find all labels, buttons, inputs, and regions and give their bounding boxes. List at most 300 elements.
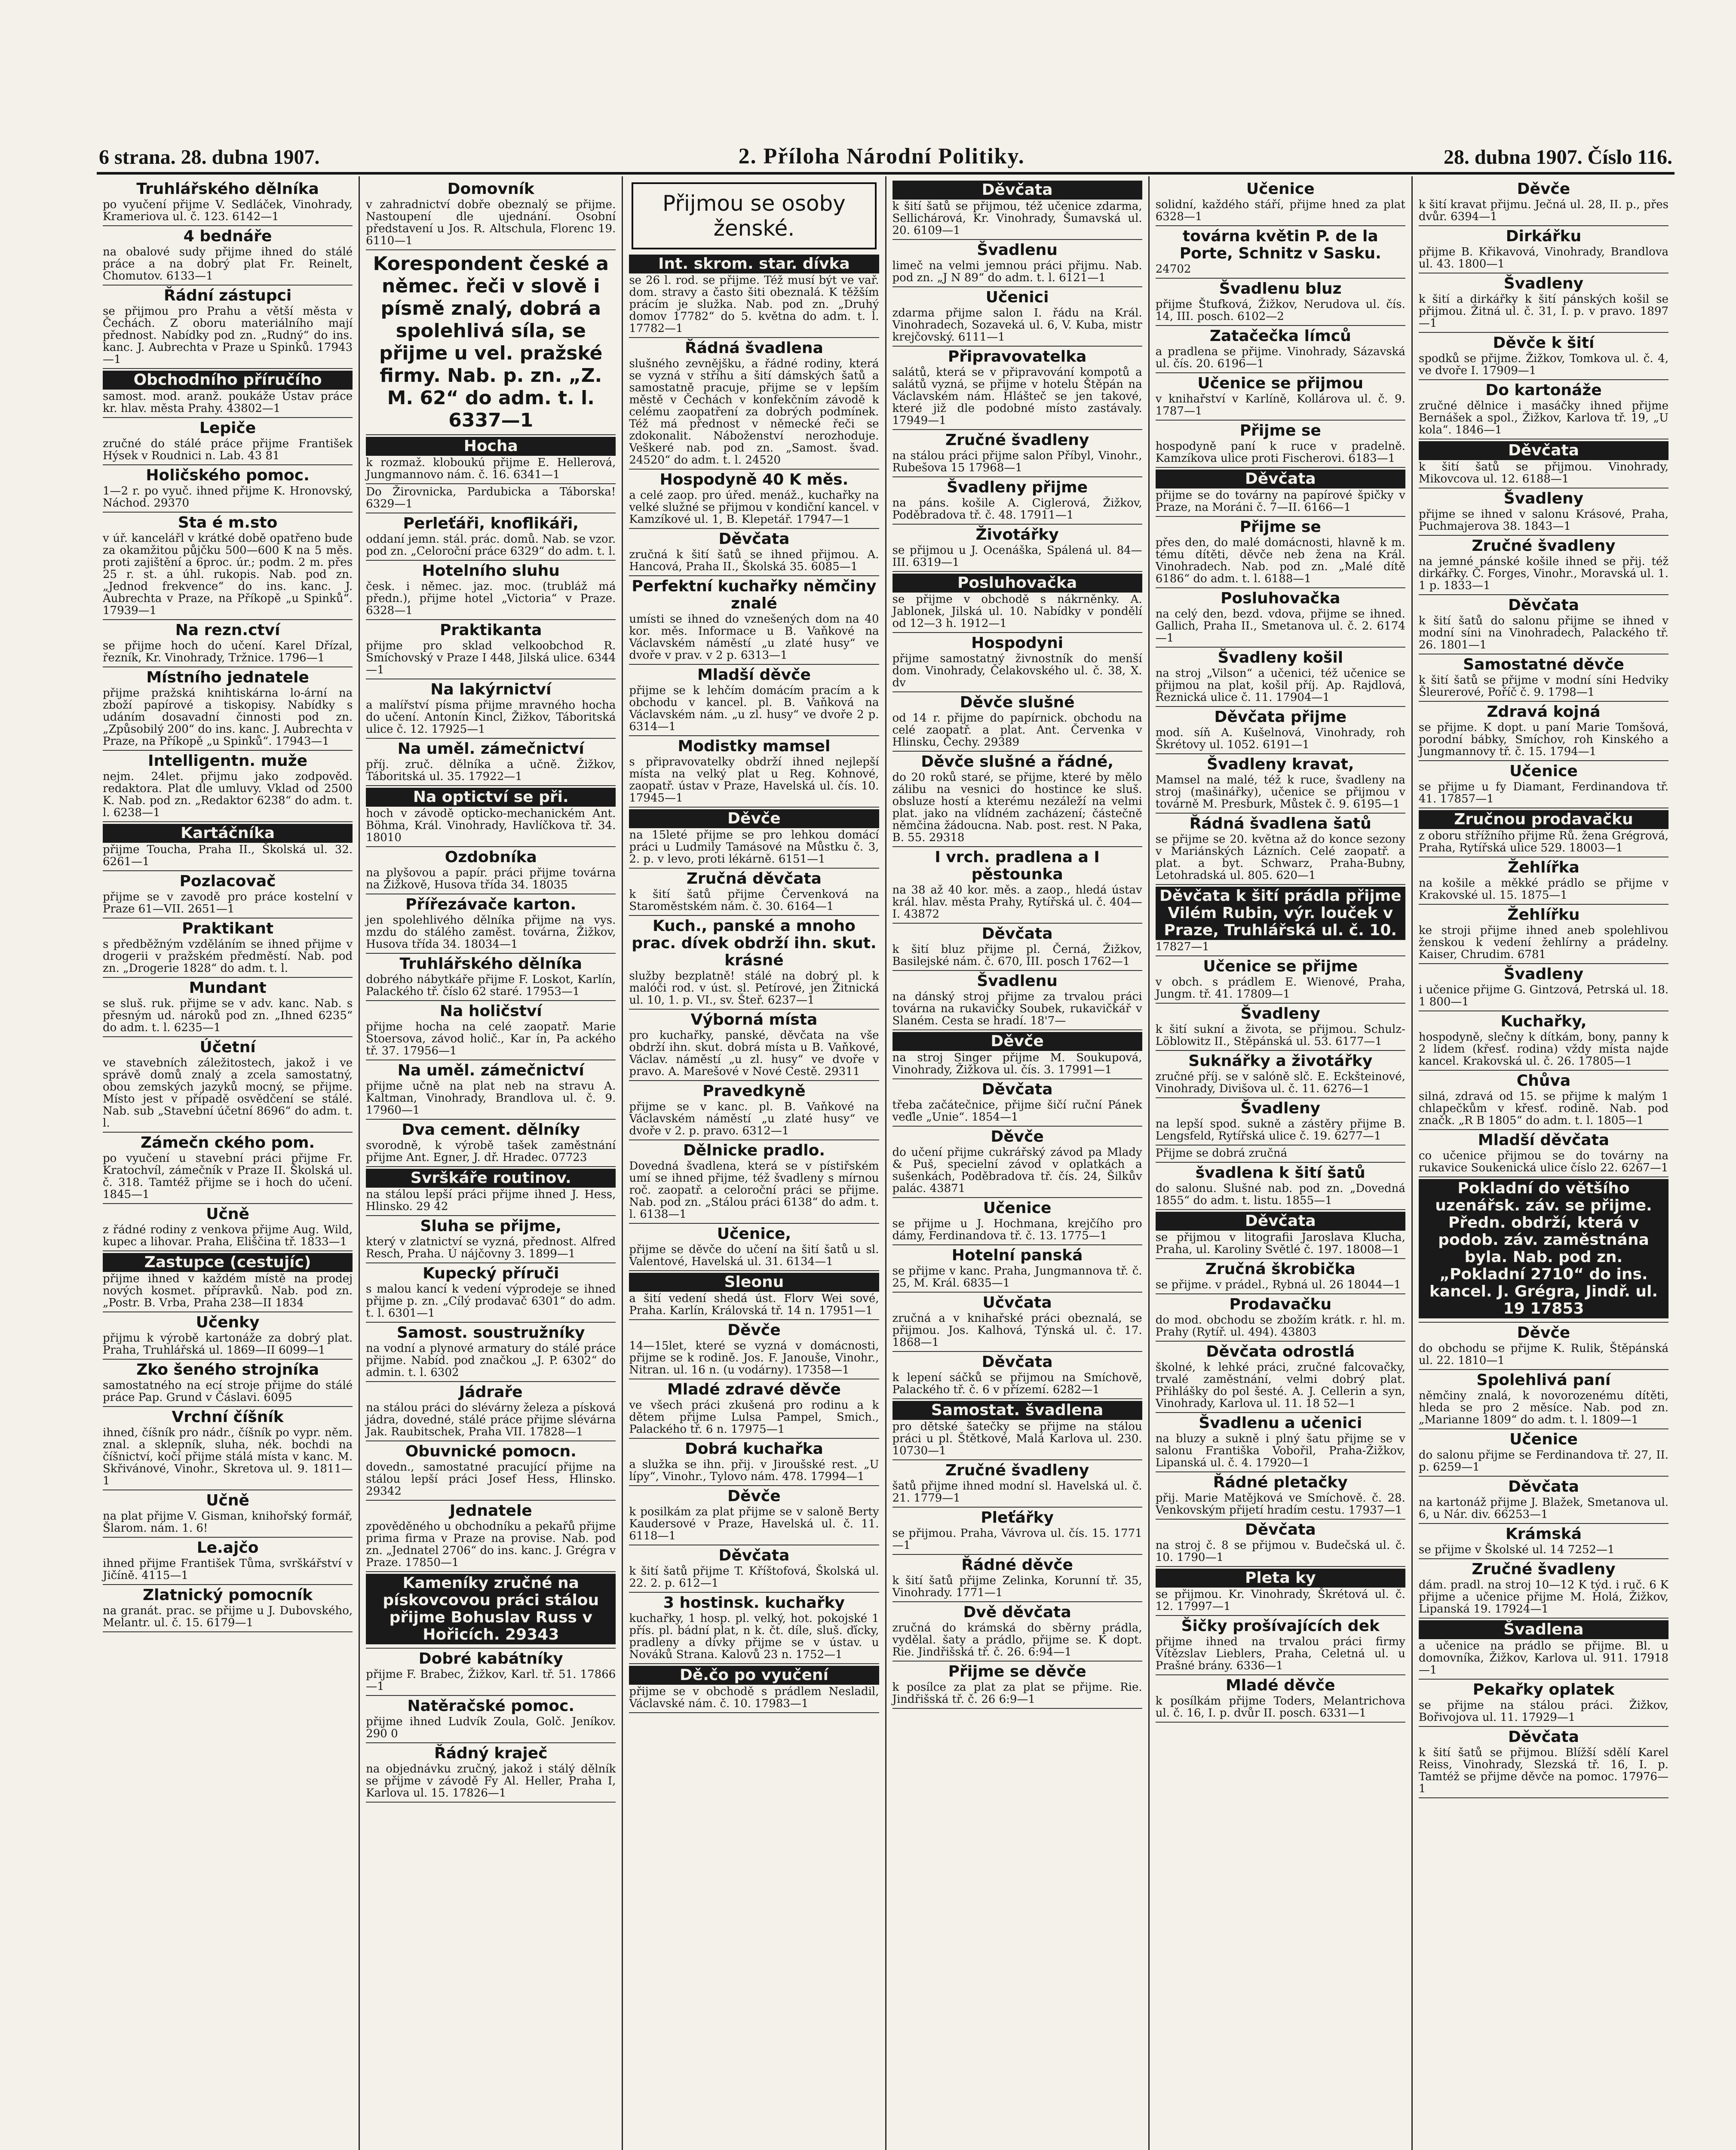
ad-body: přijme se v kanc. pl. B. Vaňkové na Václavském náměstí „u zlaté husy“ ve dvoře v 2. p. pravo. 6312—1: [629, 1100, 879, 1137]
classified-ad: [1156, 1472, 1405, 1520]
ad-body: přijme ihned na trvalou práci firmy Vítězslav Lieblers, Praha, Celetná ul. u Prašné brány. 6336—1: [1155, 1635, 1405, 1672]
classified-ad: [103, 751, 353, 822]
ad-heading: Učenice,: [717, 1225, 791, 1243]
classified-ad: [629, 470, 879, 529]
ad-heading: Učenice se přijmou: [1197, 375, 1364, 392]
ad-heading: Holičského pomoc.: [146, 467, 310, 484]
ad-body: třeba začátečnice, přijme šičí ruční Pánek veďle „Unie“. 1854—1: [892, 1099, 1142, 1124]
ad-body: přijme hocha na celé zaopatř. Marie Stoersova, závod holič., Kar ín, Pa ackého tř. 37. 17956—1: [366, 1020, 616, 1057]
ad-body: k šití šatů do salonu přijme se ihned v modní síni na Vinohradech, Palackého tř. 26. 1801—1: [1418, 614, 1669, 651]
ad-body: pro dětské šatečky se přijme na stálou práci u pl. Štětkové, Malá Karlova ul. 230. 10730—1: [892, 1420, 1142, 1457]
ad-column: [623, 176, 886, 2150]
classified-ad: [366, 894, 616, 954]
ad-heading: Dobré kabátníky: [418, 1650, 563, 1668]
classified-ad: [629, 869, 879, 916]
ad-body: ihned, číšník pro nádr., číšník po vypr. něm. znal. a sklepník, sluha, nék. bochdi na číšnictví, kočí přijme stálá místa v kanc. M. Skřivánové, Vinohr., Skretova ul. 9. 1811—1: [103, 1426, 353, 1487]
ad-body: a šití vedení shedá úst. Florv Wei sové, Praha. Karlín, Královská tř. 14 n. 17951—1: [629, 1292, 879, 1317]
classified-ad: [366, 1696, 616, 1743]
ad-heading: Hocha: [366, 437, 616, 456]
ad-heading: Učně: [206, 1492, 249, 1509]
classified-ad: [1419, 808, 1669, 857]
ad-heading: Hospodyni: [971, 634, 1064, 652]
ad-body: přijme se v zavodě pro práce kostelní v Praze 61—VII. 2651—1: [103, 891, 353, 915]
ad-body: se přijme se 20. května až do konce sezony v Mariánských Lázních. Celé zaopatř. a plat. a byt. Schwarz, Praha-Bubny, Letohradská ul. 805. 620—1: [1155, 833, 1405, 882]
ad-body: na košile a měkké prádlo se přijme v Krakovské ul. 15. 1875—1: [1418, 877, 1669, 902]
ad-body: se 26 l. rod. se přijme. Též musí být ve vař. dom. stravy a často šiti obeznalá. K těžším prácím je služka. Nab. pod zn. „Druhý domov 17782“ do 5. května do adm. t. l. 17782—1: [629, 274, 879, 335]
ad-heading: Truhlářského dělníka: [136, 180, 319, 198]
ad-heading: Děvčata: [718, 1547, 790, 1564]
classified-ad: [103, 667, 353, 751]
ad-body: se přijmou u J. Ocenáška, Spálená ul. 84—III. 6319—1: [892, 544, 1142, 569]
ad-heading: Zručná škrobička: [1205, 1260, 1356, 1278]
ad-heading: Samost. soustružníky: [397, 1324, 585, 1342]
ad-column: [360, 176, 623, 2150]
classified-ad: [366, 1001, 616, 1060]
classified-ad: [1156, 956, 1405, 1004]
ad-heading: Praktikanta: [440, 621, 542, 639]
classified-ad: [103, 1312, 353, 1360]
ad-heading: Učenici: [985, 289, 1049, 306]
classified-ad: [1156, 1210, 1405, 1259]
ad-heading: Suknářky a životářky: [1188, 1052, 1373, 1070]
classified-ad: [1156, 1520, 1405, 1567]
ad-heading: Posluhovačka: [1221, 590, 1340, 607]
ad-heading: Pravedkyně: [702, 1082, 806, 1100]
ad-heading: Zručné švadleny: [945, 431, 1089, 449]
ad-heading: Dělnicke pradlo.: [683, 1142, 825, 1159]
ad-body: k šití šatů přijme T. Kříštofová, Školská ul. 22. 2. p. 612—1: [629, 1565, 879, 1590]
classified-ad: [1419, 702, 1669, 761]
ad-heading: Pleťářky: [981, 1509, 1054, 1526]
header-left: 6 strana. 28. dubna 1907.: [99, 146, 320, 169]
ad-heading: I vrch. pradlena a I pěstounka: [935, 848, 1100, 883]
ad-heading: Švadleny kravat,: [1207, 756, 1354, 773]
ad-body: přijme pražská knihtiskárna lo-ární na zboží papírové a tiskopisy. Nabídky s udáním dosavadní činnosti pod zn. „Způsobilý 200“ do ins. kanc. J. Aubrechta v Praze, na Příkopě „u Spinků“. 17943—1: [103, 687, 353, 748]
classified-ad: [103, 1204, 353, 1251]
classified-ad: [893, 1079, 1142, 1127]
ad-body: svorodně, k výrobě tašek zaměstnání přijme Ant. Egner, J. dř. Hradec. 07723: [366, 1139, 616, 1164]
classified-ad: [103, 1585, 353, 1632]
ad-body: i učenice přijme G. Gintzová, Petrská ul. 18. 1 800—1: [1418, 983, 1669, 1008]
ad-heading: Sta é m.sto: [178, 514, 278, 531]
ad-heading: Švadlenu a učenici: [1199, 1414, 1362, 1432]
ad-body: přijme Toucha, Praha II., Školská ul. 32. 6261—1: [103, 843, 353, 868]
classified-ad: [103, 418, 353, 465]
classified-ad: [629, 1486, 879, 1545]
classified-ad: [1419, 179, 1669, 226]
ad-body: limeč na velmi jemnou práci přijmu. Nab. pod zn. „J N 89“ do adm. t. l. 6121—1: [892, 259, 1142, 284]
ad-heading: Mundant: [189, 979, 267, 997]
ad-body: dám. pradl. na stroj 10—12 K týd. i ruč. 6 K přijme a učenice přijme M. Holá, Žižkov, Lipanská 19. 17924—1: [1418, 1579, 1669, 1616]
classified-ad: [629, 253, 879, 338]
ad-body: 14—15let, které se vyzná v domácnosti, přijme se k rodině. Jos. F. Janouše, Vinohr., Nitran. ul. 16 n. (u vodárny). 17358—1: [629, 1339, 879, 1376]
ad-heading: Prodavačku: [1229, 1296, 1332, 1313]
ad-heading: Švadlena: [1419, 1620, 1669, 1639]
classified-ad: [1419, 1130, 1669, 1177]
ad-body: na stroj „Vilson“ a učenici, též učenice se přijmou na plat, košil příj. Ap. Rajdlová, Řeznická ulice č. 11. 17904—1: [1155, 667, 1405, 704]
classified-ad: [103, 1251, 353, 1312]
ad-body: se přijmou. Praha, Vávrova ul. čís. 15. 1771—1: [892, 1527, 1142, 1552]
ad-body: 1—2 r. po vyuč. ihned přijme K. Hronovský, Náchod. 29370: [103, 485, 353, 510]
classified-ad: [1156, 279, 1405, 326]
ad-body: k šití bluz přijme pl. Černá, Žižkov, Basilejské nám. č. 670, III. posch 1762—1: [892, 943, 1142, 968]
ad-body: zručné dělnice i masáčky ihned přijme Bernášek a spol., Žižkov, Karlova tř. 19, „U kola“. 1846—1: [1418, 399, 1669, 436]
classified-ad: [103, 822, 353, 871]
classified-ad: [1419, 595, 1669, 654]
ad-heading: Zručnou prodavačku: [1419, 810, 1669, 829]
classified-ad: [366, 1649, 616, 1696]
ad-heading: Kameníky zručné na pískovcovou práci stálou přijme Bohuslav Russ v Hořicích. 29343: [366, 1574, 616, 1644]
ad-body: na plat přijme V. Gisman, knihořský formář, Šlarom. nám. 1. 6!: [103, 1510, 353, 1535]
ad-body: hospodyně, slečny k dítkám, bony, panny k 2 lidem (křesť. rodina) vždy místa najde kancel. Krakovská ul. č. 26. 17805—1: [1418, 1031, 1669, 1068]
classified-ad: [1419, 761, 1669, 808]
ad-body: umísti se ihned do vznešených dom na 40 kor. měs. Informace u B. Vaňkové na Václavském náměstí „u zlaté husy“ ve dvoře v prav. v 2 p. 6313—1: [629, 613, 879, 662]
ad-heading: Děvče slušné: [960, 694, 1075, 711]
classified-ad: [893, 430, 1142, 477]
classified-ad: [1419, 1619, 1669, 1680]
classified-ad: [103, 1407, 353, 1490]
classified-ad: [1156, 1051, 1405, 1098]
ad-body: se přijmou. Kr. Vinohrady, Škrétová ul. č. 12. 17997—1: [1155, 1588, 1405, 1613]
ad-body: přijme samostatný živnostník do menší dom. Vinohrady, Čelakovského ul. č. 38, X. dv: [892, 652, 1142, 689]
ad-heading: Na lakýrnictví: [430, 681, 552, 698]
classified-ad: [103, 1360, 353, 1407]
ad-heading: Přijme se děvče: [948, 1663, 1086, 1680]
classified-ad: [1419, 226, 1669, 273]
classified-ad: [1156, 754, 1405, 814]
classified-ad: [629, 1664, 879, 1713]
classified-ad: [103, 978, 353, 1037]
ad-column: [1413, 176, 1675, 2150]
ad-heading: Děvče: [1517, 1324, 1570, 1342]
classified-ad: [893, 752, 1142, 847]
ad-heading: Švadlenu bluz: [1219, 280, 1342, 298]
classified-ad: [103, 226, 353, 286]
classified-ad: [1156, 421, 1405, 468]
ad-body: na objednávku zručný, jakož i stálý dělník se přijme v závodě Fy Al. Heller, Praha I, Karlova ul. 15. 17826—1: [366, 1763, 616, 1800]
ad-body: školné, k lehké práci, zručné falcovačky, trvalé zaměstnání, velmi dobrý plat. Přihlášky do pol šesté. A. J. Cellerin a syn, Vinohrady, Karlova ul. 11. 18 52—1: [1155, 1361, 1405, 1410]
ad-column: [97, 176, 360, 2150]
ad-heading: Řádné pletačky: [1213, 1474, 1348, 1491]
ad-body: samostatného na ecí stroje přijme do stálé práce Pap. Grund v Čáslavi. 6095: [103, 1379, 353, 1404]
ad-heading: Řádný kraječ: [434, 1745, 548, 1762]
ad-heading: Mladší děvčata: [1478, 1131, 1610, 1149]
classified-ad: [1156, 1675, 1405, 1723]
ad-heading: Učvčata: [982, 1294, 1052, 1312]
classified-ad: [1419, 333, 1669, 380]
ad-heading: Kuchařky,: [1500, 1013, 1587, 1030]
classified-ad: [1156, 885, 1405, 956]
ad-heading: Hotelního sluhu: [422, 562, 560, 580]
ad-body: do učení přijme cukrářský závod pa Mlady & Puš, specielní závod v oplatkách a sušenkách, Poděbradova tř. čís. 24, Šilkův palác. 43871: [892, 1146, 1142, 1195]
ad-heading: Intelligentn. muže: [148, 752, 308, 770]
ad-heading: Učenice: [983, 1199, 1052, 1217]
ad-heading: Zatačečka límců: [1209, 327, 1351, 345]
classified-ad: [1419, 273, 1669, 333]
ad-body: a učenice na prádlo se přijme. Bl. u domovníka, Žižkov, Karlova ul. 911. 17918—1: [1418, 1640, 1669, 1677]
classified-ad: [1419, 905, 1669, 964]
classified-ad: [366, 679, 616, 739]
classified-ad: [629, 808, 879, 869]
ad-heading: Chůva: [1516, 1072, 1571, 1090]
ad-body: v zahradnictví dobře obeznalý se přijme. Nastoupení dle ujednání. Osobní představení u Jos. R. Altschula, Florenc 19. 6110—1: [366, 198, 616, 247]
classified-ad: [629, 1379, 879, 1439]
ad-heading: Zručné švadleny: [945, 1462, 1089, 1479]
classified-ad: [366, 847, 616, 894]
classified-ad: [1156, 468, 1405, 517]
classified-ad: [893, 1127, 1142, 1198]
ad-body: k šití šatů přijme Zelinka, Korunní tř. 35, Vinohrady. 1771—1: [892, 1574, 1142, 1599]
ad-body: Do Žirovnicka, Pardubicka a Táborska! 6329—1: [366, 485, 616, 510]
ad-heading: Sluha se přijme,: [420, 1217, 562, 1235]
ad-body: slušného zevnějšku, a řádné rodiny, která se vyzná v stříhu a šití dámských šatů a samostatně pracuje, přijme se v lepším městě v Čechách v konfekčním závodě k celému zaopatření za dobrých podmínek. Též má přednost v německé řeči se zdokonalit. Náboženství nerozhoduje. Veškeré nab. pod zn. „Samost. švad. 24520“ do adm. t. l. 24520: [629, 357, 879, 467]
ad-body: se přijme v kanc. Praha, Jungmannova tř. č. 25, M. Král. 6835—1: [892, 1265, 1142, 1290]
classified-ad: [1156, 1413, 1405, 1472]
ad-heading: Šičky prošívajících dek: [1181, 1617, 1380, 1635]
classified-ad: [1156, 226, 1405, 279]
classified-ad: [893, 847, 1142, 924]
ad-body: přij. Marie Matějková ve Smíchově. č. 28. Venkovským přijetí hradím cestu. 17937—1: [1155, 1492, 1405, 1517]
ad-body: v úř. kancelářl v krátké době opatřeno bude za okamžitou půjčku 500—600 K na 5 měs. proti zajištění a 6proc. úr.; podm. 2 m. přes 25 r. st. a úhl. rukopis. Nab. pod zn. „Jednod frekvence“ do ins. kanc. J. Aubrechta v Praze, na Příkopě „u Spinků“. 17939—1: [103, 532, 353, 617]
ad-heading: Zko šeného strojníka: [136, 1361, 319, 1379]
classified-ad: [103, 513, 353, 620]
ad-body: a celé zaop. pro úřed. menáž., kuchařky na velké služné se přijmou v kondiční kancel. v Kamzíkové ul. 1, B. Klepetář. 17947—1: [629, 489, 879, 526]
classified-ad: [1419, 1370, 1669, 1429]
ad-body: co učenice přijmou se do továrny na rukavice Soukenická ulice číslo 22. 6267—1: [1418, 1149, 1669, 1174]
ad-body: příj. zruč. dělníka a učně. Žižkov, Táboritská ul. 35. 17922—1: [366, 758, 616, 783]
classified-ad: [103, 620, 353, 667]
classified-ad: [629, 529, 879, 576]
ad-body: spodků se přijme. Žižkov, Tomkova ul. č. 4, ve dvoře I. 17909—1: [1418, 352, 1669, 377]
classified-ad: [1156, 1146, 1405, 1163]
ad-body: se sluš. ruk. přijme se v adv. kanc. Nab. s přesným ud. nároků pod zn. „Ihned 6235“ do adm. t. l. 6235—1: [103, 997, 353, 1034]
classified-ad: [893, 1662, 1142, 1709]
ad-body: k šití sukní a života, se přijmou. Schulz-Löblowitz II., Stěpánská ul. 53. 6177—1: [1155, 1023, 1405, 1048]
ad-heading: Pokladní do většího uzenářsk. záv. se přijme. Předn. obdrží, která v podob. záv. zaměstnána byla. Nab. pod zn. „Pokladní 2710“ do ins. kancel. J. Grégra, Jindř. ul. 19 17853: [1419, 1179, 1669, 1318]
header-right: 28. dubna 1907. Číslo 116.: [1443, 146, 1672, 169]
classified-ad: [1419, 1071, 1669, 1130]
classified-ad: [366, 954, 616, 1001]
ad-heading: Na rezn.ctví: [175, 621, 280, 639]
ad-body: přijme se v obchodě s prádlem Nesladil, Václavské nám. č. 10. 17983—1: [629, 1685, 879, 1710]
ad-body: na lepší spod. sukně a zástěry přijme B. Lengsfeld, Rytířská ulice č. 19. 6277—1: [1155, 1118, 1405, 1143]
ad-body: Dovedná švadlena, která se v pístiřském umí se ihned přijme, též švadleny s mírnou roč. zaopatř. a celoroční práci se přijme. Nab. pod zn. „Stálou práci 6138“ do adm. t. l. 6138—1: [629, 1160, 879, 1221]
ad-body: na granát. prac. se přijme u J. Dubovského, Melantr. ul. č. 15. 6179—1: [103, 1604, 353, 1629]
classified-ad: [1156, 1616, 1405, 1675]
classified-ad: [629, 1545, 879, 1593]
ad-heading: Dvě děvčata: [963, 1603, 1071, 1621]
ad-body: který v zlatnictví se vyzná, přednost. Alfred Resch, Praha. Ú nájčovny 3. 1899—1: [366, 1235, 616, 1260]
classified-ad: [366, 179, 616, 250]
ad-heading: Žehlířku: [1507, 906, 1580, 924]
ad-body: s předběžným vzděláním se ihned přijme v drogerii v pražském předměstí. Nab. pod zn. „Drogerie 1828“ do adm. t. l.: [103, 938, 353, 975]
ad-heading: Dva cement. dělníky: [402, 1121, 580, 1139]
ad-heading: Řádné děvče: [961, 1556, 1073, 1574]
ad-body: od 14 r. přijme do papírnick. obchodu na celé zaopatř. a plat. Ant. Červenka v Hlinsku, Čechy. 29389: [892, 712, 1142, 749]
ad-body: silná, zdravá od 15. se přijme k malým 1 chlapečkům v křesť. rodině. Nab. pod značk. „R B 1805“ do adm. t. l. 1805—1: [1418, 1090, 1669, 1127]
ad-body: k šití a dirkářky k šití pánských košil se přijmou. Žitná ul. č. 31, I. p. v pravo. 1897—1: [1418, 293, 1669, 330]
ad-heading: Švadlenu: [977, 241, 1058, 259]
ad-heading: Vrchní číšník: [172, 1408, 284, 1426]
classified-ad: [1156, 1342, 1405, 1413]
classified-ad: [366, 1382, 616, 1441]
ad-body: na vodní a plynové armatury do stálé práce přijme. Nabíd. pod značkou „J. P. 6302“ do admin. t. l. 6302: [366, 1342, 616, 1379]
classified-ad: [1156, 648, 1405, 707]
classified-ad: [366, 1501, 616, 1572]
classified-ad: [103, 871, 353, 918]
ad-body: mod. síň A. Kušelnová, Vinohrady, roh Škrétovy ul. 1052. 6191—1: [1155, 726, 1405, 751]
ad-body: přijme se k lehčím domácím pracím a k obchodu v kancel. pl. B. Vaňková na Václavském nám. „u zl. husy“ ve dvoře 2 p. 6314—1: [629, 684, 879, 733]
ad-heading: Děvčata: [981, 1353, 1053, 1371]
classified-ad: [629, 1081, 879, 1140]
ad-body: kuchařky, 1 hosp. pl. velký, hot. pokojské 1 přís. pl. bádní plat, n k. čt. díle, sluš. ďícky, pradleny a dívky přijme se v ústav. u Nováků Strana. Kalovů 23 n. 1752—1: [629, 1612, 879, 1661]
ad-heading: Děvčata: [981, 1081, 1053, 1098]
classified-ad: [1419, 1727, 1669, 1798]
classified-ad: [1419, 1177, 1669, 1323]
ad-heading: továrna květin P. de la Porte, Schnitz v Sasku.: [1179, 227, 1381, 262]
ad-heading: Učenice se přijme: [1203, 958, 1358, 975]
ad-heading: Švadlenu: [977, 972, 1058, 990]
ad-heading: Jádraře: [459, 1383, 523, 1401]
ad-heading: Děvčata k šití prádla přijme Vilém Rubin, výr. louček v Praze, Truhlářská ul. č. 10.: [1156, 887, 1405, 940]
classified-ad: [103, 369, 353, 418]
classified-ad: [893, 1460, 1142, 1508]
ad-heading: Natěračské pomoc.: [407, 1697, 575, 1715]
ad-heading: Mladší děvče: [697, 666, 811, 684]
ad-body: salátů, která se v připravování kompotů a salátů vyzná, se přijme v hotelu Štěpán na Václavském nám. Hlášteč se jen takové, které již dle podobné místo zastávaly. 17949—1: [892, 366, 1142, 427]
ad-heading: Posluhovačka: [893, 574, 1142, 593]
ad-body: z řádné rodiny z venkova přijme Aug. Wild, kupec a lihovar. Praha, Eliščina tř. 1833—1: [103, 1223, 353, 1248]
ad-heading: Dirkářku: [1506, 227, 1582, 245]
ad-heading: Děvče slušné a řádné,: [921, 753, 1114, 771]
classified-ad: [629, 1593, 879, 1664]
ad-body: se přijme. K dopt. u paní Marie Tomšová, porodní bábky, Smíchov, roh Kinského a Jungmannovy tř. č. 15. 1794—1: [1418, 721, 1669, 758]
classified-ad: [366, 1323, 616, 1382]
classified-ad: [1156, 517, 1405, 588]
ad-heading: Samostatné děvče: [1463, 656, 1624, 673]
ad-heading: Děvče: [1517, 180, 1570, 198]
classified-ad: [103, 1037, 353, 1133]
ad-body: dovedn., samostatné pracující přijme na stálou lepší práci Josef Hess, Hlinsko. 29342: [366, 1461, 616, 1498]
ad-heading: Děvčata: [1245, 1521, 1316, 1539]
classified-ad: [103, 1133, 353, 1204]
ad-heading: Modistky mamsel: [678, 737, 831, 755]
ad-body: přijme se ihned v salonu Krásové, Praha, Puchmajerova 38. 1843—1: [1418, 508, 1669, 533]
classified-ad: [103, 1490, 353, 1538]
ad-heading: 4 bednáře: [183, 227, 272, 245]
ad-body: na plyšovou a papír. práci přijme továrna na Žižkově, Husova třída 34. 18035: [366, 866, 616, 891]
ad-heading: Děvče: [893, 1032, 1142, 1051]
ad-body: na bluzy a sukně i plný šatu přijme se v salonu Františka Vobořil, Praha-Žižkov, Lipanská ul. č. 4. 17920—1: [1155, 1432, 1405, 1469]
classified-ad: [1419, 439, 1669, 488]
ad-body: 24702: [1155, 263, 1191, 276]
ad-heading: Děvčata: [1156, 470, 1405, 488]
ad-body: 17827—1: [1155, 940, 1209, 953]
ad-heading: Výborná místa: [690, 1011, 818, 1029]
ad-body: Mamsel na malé, též k ruce, švadleny na stroj (mašinářky), učenice se přijmou v továrně M. Presburk, Můstek č. 9. 6195—1: [1155, 774, 1405, 811]
ad-body: ve všech práci zkušená pro rodinu a k dětem přijme Lulsa Pampel, Smich., Palackého tř. 6 n. 17975—1: [629, 1399, 879, 1436]
ad-body: do obchodu se přijme K. Rulik, Štěpánská ul. 22. 1810—1: [1418, 1342, 1669, 1367]
ad-heading: Učenice: [1509, 1431, 1578, 1448]
classified-ad: [629, 1140, 879, 1224]
ad-heading: Účetní: [199, 1038, 256, 1056]
ad-body: přes den, do malé domácnosti, hlavně k m. tému dítěti, děvče neb žena na Král. Vinohradech. Nab. pod zn. „Malé dítě 6186“ do adm. t. l. 6188—1: [1155, 536, 1405, 585]
ad-heading: Svrškáře routinov.: [366, 1169, 616, 1188]
ad-heading: Řádná švadlena: [684, 339, 823, 357]
ad-body: němčiny znalá, k novorozenému dítěti, hleda se pro 2 měsíce. Nab. pod zn. „Marianne 1809“ do adm. t. l. 1809—1: [1418, 1389, 1669, 1426]
ad-body: na stálou lepší práci přijme ihned J. Hess, Hlinsko. 29 42: [366, 1188, 616, 1213]
ad-body: zručná a v knihařské práci obeznalá, se přijmou. Jos. Kalhová, Týnská ul. č. 17. 1868—1: [892, 1312, 1142, 1349]
ad-heading: Děvčata odrostlá: [1206, 1343, 1355, 1361]
classified-ad: [366, 786, 616, 847]
classified-ad: [629, 576, 879, 665]
ad-heading: Učenice: [1509, 762, 1578, 780]
classified-ad: [103, 286, 353, 369]
ad-heading: Švadleny: [1503, 965, 1584, 983]
classified-ad: [1156, 1163, 1405, 1210]
classified-ad: [893, 1352, 1142, 1399]
ad-body: hoch v závodě opticko-mechanickém Ant. Böhma, Král. Vinohrady, Havlíčkova tř. 34. 18010: [366, 807, 616, 844]
classified-ad: [629, 1320, 879, 1379]
classified-ad: [103, 918, 353, 978]
ad-body: přijme F. Brabec, Žižkov, Karl. tř. 51. 17866—1: [366, 1668, 616, 1693]
ad-heading: Švadleny: [1503, 490, 1584, 507]
ad-heading: Int. skrom. star. dívka: [629, 255, 879, 273]
ad-heading: Do kartonáže: [1485, 381, 1602, 399]
classified-ad: [893, 1293, 1142, 1352]
classified-ad: [1156, 814, 1405, 885]
ad-heading: Mladé zdravé děvče: [667, 1381, 841, 1398]
ad-body: přijme ihned v každém místě na prodej nových kosmet. přípravků. Nab. pod zn. „Postr. B. Vrba, Praha 238—II 1834: [103, 1272, 353, 1309]
ad-heading: Jednatele: [449, 1502, 532, 1520]
ad-body: služby bezplatně! stálé na dobrý pl. k malóči rod. v úst. sl. Petírové, jen Žitnická ul. 10, 1. p. VI., sv. Šteř. 6237—1: [629, 970, 879, 1007]
ad-body: s připravovatelky obdrží ihned nejlepší místa na velký plat u Reg. Kohnové, zaopatř. ústav v Praze, Havelská ul. čís. 10. 17945—1: [629, 756, 879, 805]
ad-body: v knihařství v Karlíně, Kollárova ul. č. 9. 1787—1: [1155, 393, 1405, 418]
page-header: [99, 137, 1672, 169]
classified-ad: [366, 739, 616, 786]
ad-body: se přijme v Školské ul. 14 7252—1: [1418, 1543, 1615, 1556]
classified-ad: [1419, 1011, 1669, 1071]
classified-ad: [629, 338, 879, 470]
classified-ad: [1419, 654, 1669, 702]
ad-heading: Perleťáři, knoflikáři,: [403, 515, 579, 532]
ad-heading: Děvčata: [1419, 441, 1669, 460]
classified-ad: [893, 1555, 1142, 1602]
ad-body: a malířství písma přijme mravného hocha do učení. Antonín Kincl, Žižkov, Táboritská ulice č. 12. 17925—1: [366, 699, 616, 736]
ad-heading: Praktikant: [182, 920, 274, 937]
ad-column: [1150, 176, 1413, 2150]
ad-heading: Krámská: [1505, 1525, 1582, 1543]
ad-heading: Lepiče: [199, 419, 256, 437]
classified-ad: [1419, 380, 1669, 439]
classified-ad: [893, 971, 1142, 1030]
classified-ad: [366, 484, 616, 513]
ad-heading: Děvče: [991, 1128, 1044, 1146]
ad-heading: Děvčata: [1508, 1728, 1579, 1746]
ad-body: Přijme se dobrá zručná: [1155, 1147, 1288, 1160]
ad-heading: Mladé děvče: [1225, 1677, 1335, 1694]
classified-ad: [366, 513, 616, 561]
ad-heading: Děvčata: [1508, 596, 1579, 614]
ad-body: k posílkám přijme Toders, Melantrichova ul. č. 16, I. p. dvůr II. posch. 6331—1: [1155, 1695, 1405, 1720]
classified-ad: [893, 240, 1142, 287]
ad-body: přijme pro sklad velkoobchod R. Smíchovský v Praze I 448, Jilská ulice. 6344—1: [366, 639, 616, 676]
classified-ad: [893, 347, 1142, 430]
ad-body: na jemné pánské košile ihned se přij. též dirkářky. Č. Forges, Vinohr., Moravská ul. 1. 1 p. 1833—1: [1418, 555, 1669, 592]
ad-body: přijme Štufková, Žižkov, Nerudova ul. čís. 14, III. posch. 6102—2: [1155, 298, 1405, 323]
classified-ad: [893, 572, 1142, 633]
ad-heading: Zámečn ckého pom.: [141, 1134, 315, 1152]
